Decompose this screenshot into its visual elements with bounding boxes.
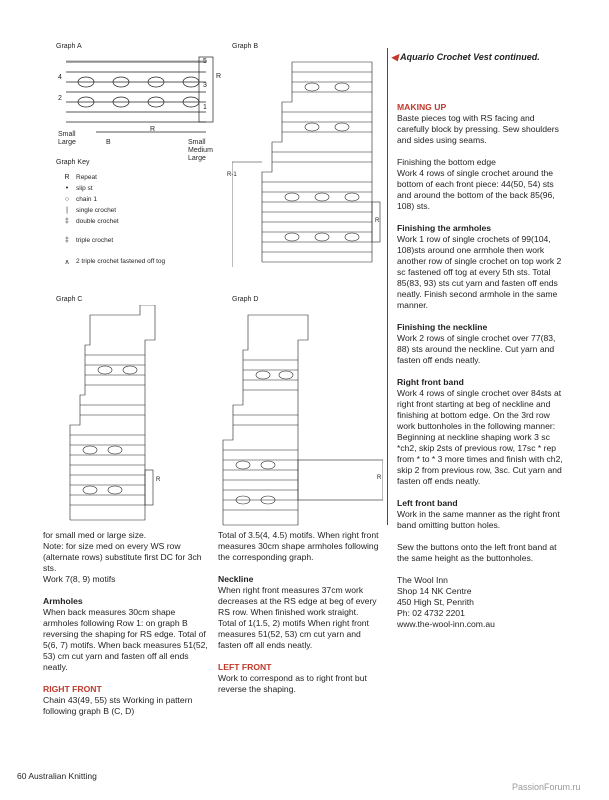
text-neckline-1: When right front measures 37cm work decreases at the RS edge at beg of every RS row. When finished work straight. xyxy=(218,585,377,617)
shop-website[interactable]: www.the-wool-inn.com.au xyxy=(397,619,495,629)
graph-b-r: R xyxy=(375,218,380,224)
text-buttons: Sew the buttons onto the left front band at the same height as the buttonholes. xyxy=(397,542,557,563)
graph-a-repeat-bottom: R xyxy=(150,126,156,133)
heading-left-band: Left front band xyxy=(397,498,458,508)
graph-a-row-2: 2 xyxy=(58,95,62,102)
key-row-double-crochet: ‡ double crochet xyxy=(65,218,119,225)
shop-address-1: Shop 14 NK Centre xyxy=(397,586,472,596)
text-size-note-1: for small med or large size. xyxy=(43,530,147,540)
graph-d-title: Graph D xyxy=(232,296,259,303)
text-motifs-total: Total of 3.5(4, 4.5) motifs. When right front measures 30cm shape armholes following the corresponding graph. xyxy=(218,530,379,562)
size-large-2: Large xyxy=(188,155,206,162)
text-armholes-finish: Work 1 row of single crochets of 99(104, 108)sts around one armhole then work another row of single crochet on top work 2 sc fastened off tog at every 5th sts. Total 85(83, 93) sts cut yarn and fasten off ends neatly. Finish second armhole in the same manner. xyxy=(397,234,562,310)
size-small-1: Small xyxy=(58,131,76,138)
graph-a-row-4: 4 xyxy=(58,74,62,81)
column-middle xyxy=(218,530,386,695)
text-right-front: Chain 43(49, 55) sts Working in pattern following graph B (C, D) xyxy=(43,695,193,716)
size-small-2: Small xyxy=(188,139,206,146)
heading-right-front: RIGHT FRONT xyxy=(43,684,102,694)
graph-d-chart xyxy=(218,310,383,530)
graph-c-r: R xyxy=(156,477,161,483)
size-large-1: Large xyxy=(58,139,76,146)
key-row-triple-crochet: ‡ triple crochet xyxy=(65,237,114,244)
heading-making-up: MAKING UP xyxy=(397,102,447,112)
graph-a-repeat-right: R xyxy=(216,73,222,80)
text-making-up: Baste pieces tog with RS facing and carefully block by pressing. Sew shoulders and sides using seams. xyxy=(397,113,559,145)
heading-neckline-finish: Finishing the neckline xyxy=(397,322,488,332)
text-bottom-edge-1: Finishing the bottom edge xyxy=(397,157,496,167)
key-row-slip-st: • slip st xyxy=(65,185,93,192)
shop-address-2: 450 High St, Penrith xyxy=(397,597,474,607)
graph-key-title: Graph Key xyxy=(56,159,90,166)
heading-left-front: LEFT FRONT xyxy=(218,662,272,672)
graph-a-chart xyxy=(56,52,226,142)
text-left-band: Work in the same manner as the right front band omitting button holes. xyxy=(397,509,560,530)
size-b: B xyxy=(106,139,111,146)
red-divider xyxy=(387,48,388,525)
text-armholes: When back measures 30cm shape armholes following Row 1: on graph B reversing the shaping for RS edge. Total of 5(6, 7) motifs. When back measures 51(52, 53) cm cut yarn and fasten off all ends neatly. xyxy=(43,607,208,672)
graph-a-right-3: 3 xyxy=(203,82,207,89)
heading-right-band: Right front band xyxy=(397,377,464,387)
text-neckline-2: Total of 1(1.5, 2) motifs When right front measures 51(52, 53) cm cut yarn and fasten off all ends neatly. xyxy=(218,618,369,650)
continued-header: ◀ Aquario Crochet Vest continued. xyxy=(391,52,540,62)
arrow-left-icon: ◀ xyxy=(391,52,398,62)
text-neckline-finish: Work 2 rows of single crochet over 77(83, 88) sts around the neckline. Cut yarn and fasten off ends neatly. xyxy=(397,333,556,365)
column-right xyxy=(397,102,565,630)
text-right-band: Work 4 rows of single crochet over 84sts at right front starting at beg of neckline and finishing at bottom edge. On the 3rd row work buttonholes in the following manner: Beginning at neckline shaping work 3 sc *ch2, skip 2sts of previous row, 17sc * rep from * to * 3 more times and finish with ch2, skip 2 from previous row, 3sc. Cut yarn and fasten off ends neatly. xyxy=(397,388,563,486)
graph-key-list xyxy=(58,172,218,267)
size-medium: Medium xyxy=(188,147,213,154)
text-size-note-2: Note: for size med on every WS row (alternate rows) substitute first DC for 3ch sts. xyxy=(43,541,202,573)
graph-c-chart xyxy=(60,305,210,525)
heading-neckline: Neckline xyxy=(218,574,254,584)
column-left xyxy=(43,530,211,717)
magazine-name: Australian Knitting xyxy=(28,771,97,781)
graph-a-title: Graph A xyxy=(56,43,82,50)
graph-c-title: Graph C xyxy=(56,296,83,303)
key-row-chain: ○ chain 1 xyxy=(64,196,97,203)
text-bottom-edge-2: Work 4 rows of single crochet around the bottom of each front piece: 44(50, 54) sts and around the bottom of the back 85(96, 108) sts. xyxy=(397,168,555,211)
graph-a-right-1: 1 xyxy=(203,104,207,111)
heading-armholes-finish: Finishing the armholes xyxy=(397,223,492,233)
shop-phone: Ph: 02 4732 2201 xyxy=(397,608,465,618)
graph-b-chart xyxy=(232,52,387,267)
graph-a-right-5: 5 xyxy=(203,58,207,65)
graph-b-title: Graph B xyxy=(232,43,259,50)
graph-d-r: R xyxy=(377,475,382,481)
shop-name: The Wool Inn xyxy=(397,575,448,585)
text-motifs: Work 7(8, 9) motifs xyxy=(43,574,116,584)
heading-armholes: Armholes xyxy=(43,596,83,606)
key-row-triple-fastened: ∧ 2 triple crochet fastened off tog xyxy=(64,258,166,266)
key-row-single-crochet: | single crochet xyxy=(66,207,117,214)
watermark: PassionForum.ru xyxy=(512,782,581,792)
text-left-front: Work to correspond as to right front but reverse the shaping. xyxy=(218,673,367,694)
footer-page-info xyxy=(17,771,97,781)
key-row-repeat: R Repeat xyxy=(64,174,97,181)
page-number: 60 xyxy=(17,771,27,781)
graph-b-r1: R-1 xyxy=(227,172,237,178)
